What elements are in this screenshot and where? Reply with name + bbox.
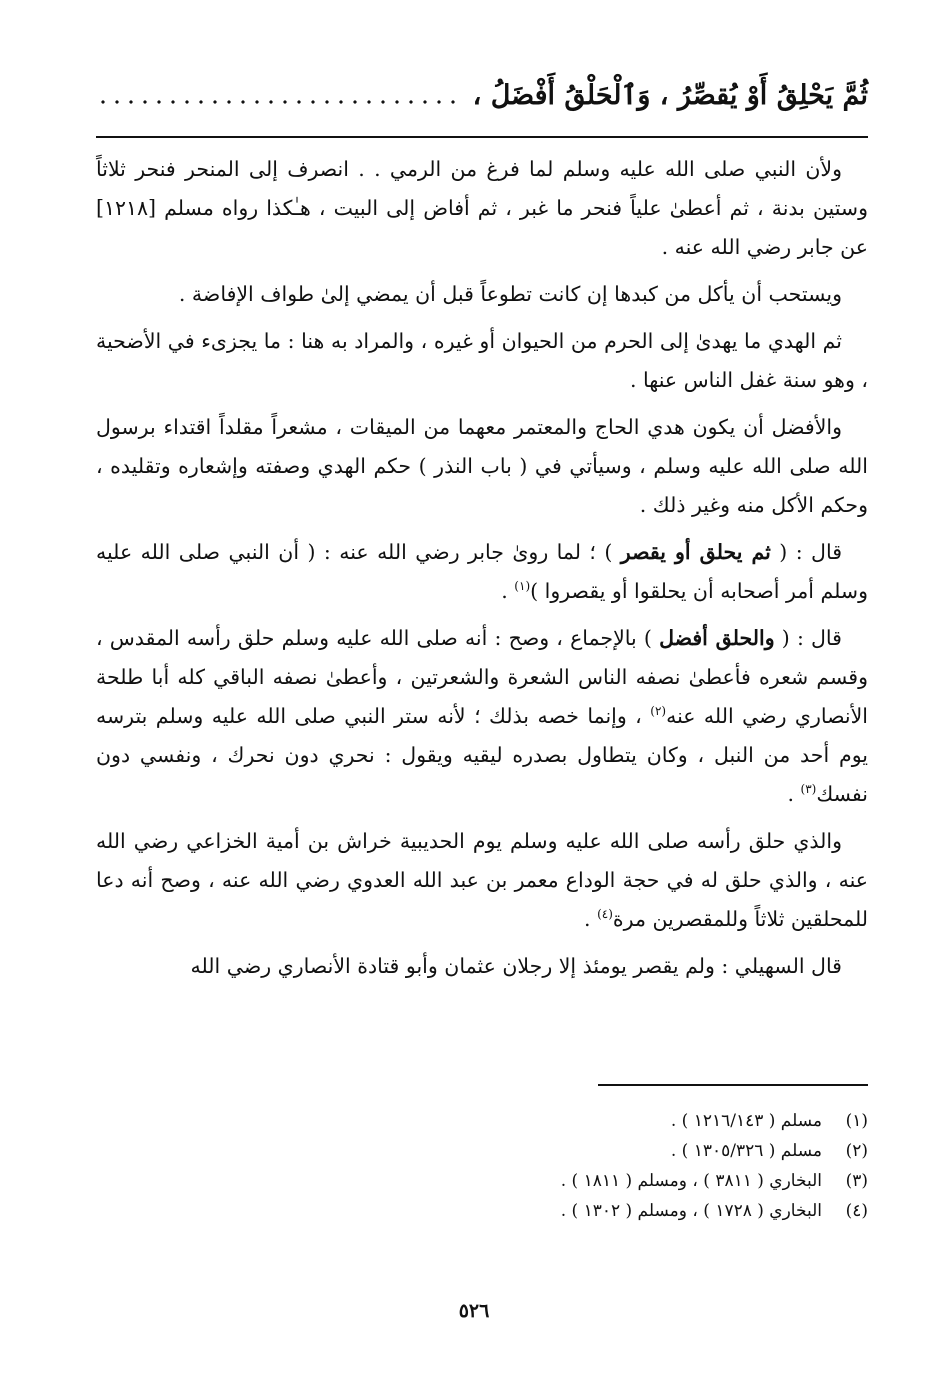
footnote-number: (٢) xyxy=(845,1141,868,1161)
paragraph-5 xyxy=(96,533,868,611)
paragraph-text: ثم الهدي ما يهدىٰ إلى الحرم من الحيوان أو غيره ، والمراد به هنا : ما يجزىء في الأضحية ، وهو سنة غفل الناس عنها . xyxy=(96,329,868,392)
footnote-text: البخاري ( ٣٨١١ ) ، ومسلم ( ١٨١١ ) . xyxy=(560,1171,822,1191)
header-rule xyxy=(96,136,868,138)
matn-quote: والحلق أفضل xyxy=(659,626,775,650)
paragraph-text: ) بالإجماع ، وصح : أنه صلى الله عليه وسلم حلق رأسه المقدس ، وقسم شعره فأعطىٰ نصفه الناس الشعرة والشعرتين ، وأعطىٰ نصفه الباقي كله أبا طلحة الأنصاري رضي الله عنه xyxy=(96,626,868,728)
running-header xyxy=(96,70,868,120)
paragraph-text: قال : ( xyxy=(770,540,842,564)
footnote-rule xyxy=(598,1084,868,1086)
paragraph-text: ) ؛ لما روىٰ جابر رضي الله عنه : ( أن النبي صلى الله عليه وسلم أمر أصحابه أن يحلقوا أو يقصروا ) xyxy=(96,540,868,603)
footnote-ref[interactable]: (٢) xyxy=(650,704,667,719)
footnote-item xyxy=(96,1106,868,1136)
paragraph-text: ، وإنما خصه بذلك ؛ لأنه ستر النبي صلى الله عليه وسلم بترسه يوم أحد من النبل ، وكان يتطاول بصدره ليقيه ويقول : نحري دون نحرك ، ونفسي دون نفسك xyxy=(96,704,868,806)
footnote-item xyxy=(96,1196,868,1226)
header-dot-leader xyxy=(96,100,463,104)
paragraph-7 xyxy=(96,822,868,939)
footnote-ref[interactable]: (٣) xyxy=(800,782,817,797)
footnote-text: مسلم ( ١٢١٦/١٤٣ ) . xyxy=(670,1111,822,1131)
footnote-number: (٣) xyxy=(845,1171,868,1191)
header-title: ثُمَّ يَحْلِقُ أَوْ يُقصِّرُ ، وَٱلْحَلْقُ أَفْضَلُ ، xyxy=(472,79,868,111)
footnote-number: (٤) xyxy=(845,1201,868,1221)
paragraph-6 xyxy=(96,619,868,814)
footnote-item xyxy=(96,1136,868,1166)
paragraph-2 xyxy=(96,275,868,314)
footnote-text: البخاري ( ١٧٢٨ ) ، ومسلم ( ١٣٠٢ ) . xyxy=(560,1201,822,1221)
footnote-text: مسلم ( ١٣٠٥/٣٢٦ ) . xyxy=(670,1141,822,1161)
footnote-item xyxy=(96,1166,868,1196)
paragraph-text: . xyxy=(787,782,801,806)
page-number: ٥٢٦ xyxy=(458,1300,490,1322)
footnotes xyxy=(96,1106,868,1226)
paragraph-text: . xyxy=(501,579,515,603)
footnote-number: (١) xyxy=(845,1111,868,1131)
paragraph-text: ويستحب أن يأكل من كبدها إن كانت تطوعاً قبل أن يمضي إلىٰ طواف الإفاضة . xyxy=(178,282,842,306)
main-text xyxy=(96,150,868,994)
paragraph-text: ولأن النبي صلى الله عليه وسلم لما فرغ من الرمي . . انصرف إلى المنحر فنحر ثلاثاً وستين بدنة ، ثم أعطىٰ علياً فنحر ما غبر ، ثم أفاض إلى البيت ، هـٰكذا رواه مسلم [١٢١٨] عن جابر رضي الله عنه . xyxy=(96,157,868,259)
paragraph-text: . xyxy=(584,907,598,931)
paragraph-text: قال : ( xyxy=(774,626,842,650)
paragraph-4 xyxy=(96,408,868,525)
paragraph-8 xyxy=(96,947,868,986)
paragraph-text: والذي حلق رأسه صلى الله عليه وسلم يوم الحديبية خراش بن أمية الخزاعي رضي الله عنه ، والذي حلق له في حجة الوداع معمر بن عبد الله العدوي رضي الله عنه ، وصح أنه دعا للمحلقين ثلاثاً وللمقصرين مرة xyxy=(96,829,868,931)
footnote-ref[interactable]: (٤) xyxy=(597,907,613,922)
paragraph-text: والأفضل أن يكون هدي الحاج والمعتمر معهما من الميقات ، مشعراً مقلداً اقتداء برسول الله صلى الله عليه وسلم ، وسيأتي في ( باب النذر ) حكم الهدي وصفته وإشعاره وتقليده ، وحكم الأكل منه وغير ذلك . xyxy=(96,415,868,517)
paragraph-3 xyxy=(96,322,868,400)
footnote-ref[interactable]: (١) xyxy=(514,579,531,594)
paragraph-text: قال السهيلي : ولم يقصر يومئذ إلا رجلان عثمان وأبو قتادة الأنصاري رضي الله xyxy=(190,954,842,978)
paragraph-1 xyxy=(96,150,868,267)
matn-quote: ثم يحلق أو يقصر xyxy=(620,540,771,564)
